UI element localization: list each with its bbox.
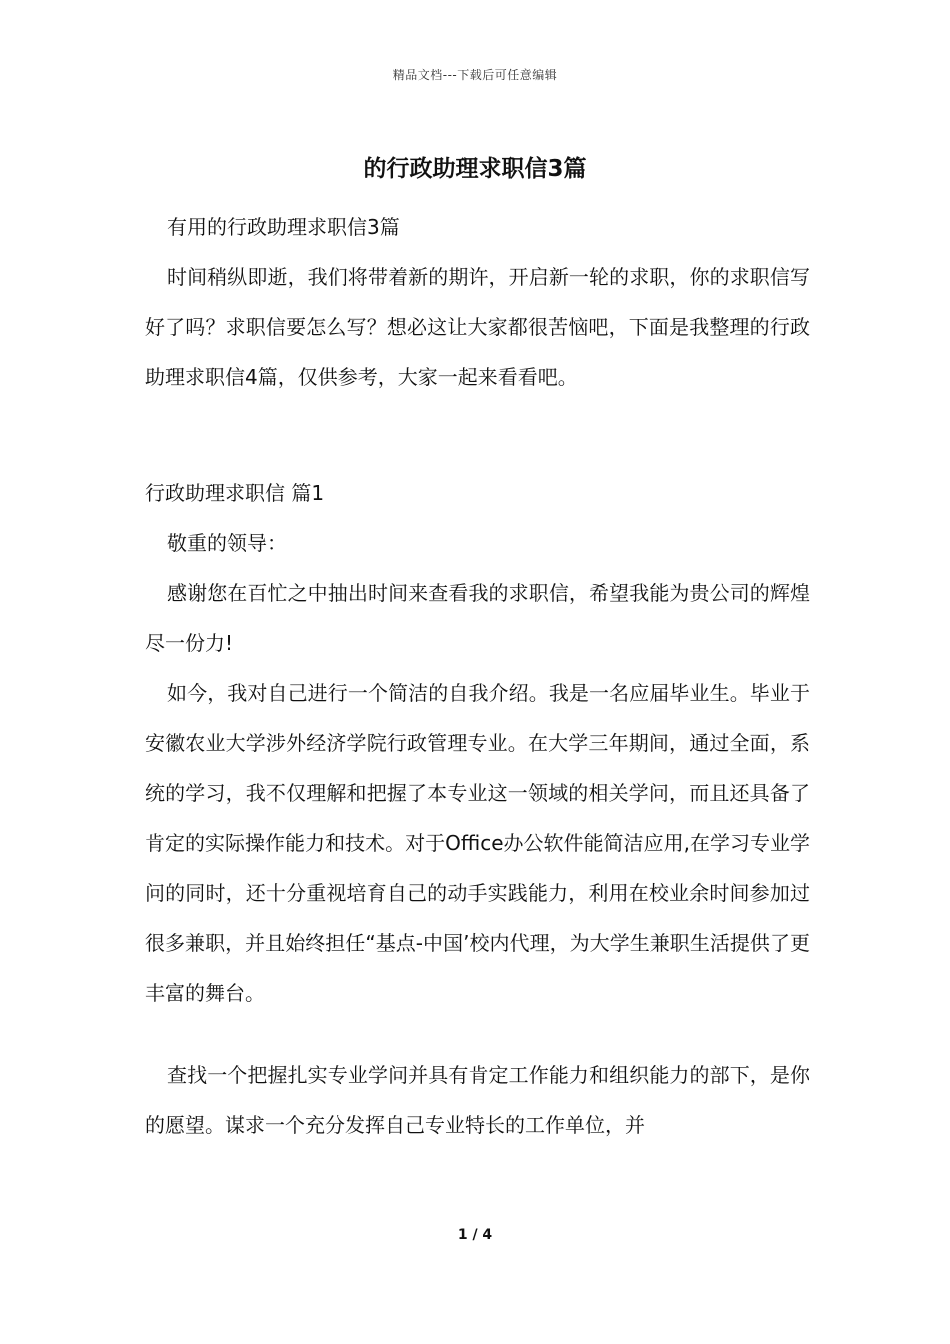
section-heading: 行政助理求职信 篇1 bbox=[145, 481, 325, 505]
body-paragraph-1: 感谢您在百忙之中抽出时间来查看我的求职信，希望我能为贵公司的辉煌尽一份力! bbox=[145, 581, 810, 655]
document-subtitle: 有用的行政助理求职信3篇 bbox=[167, 215, 400, 239]
body-paragraph-3: 查找一个把握扎实专业学问并具有肯定工作能力和组织能力的部下，是你的愿望。谋求一个充分发挥自己专业特长的工作单位，并 bbox=[145, 1063, 810, 1137]
paragraph-spacer bbox=[145, 1018, 810, 1050]
document-body bbox=[145, 202, 810, 1150]
body-paragraph-2: 如今，我对自己进行一个简洁的自我介绍。我是一名应届毕业生。毕业于安徽农业大学涉外经济学院行政管理专业。在大学三年期间，通过全面，系统的学习，我不仅理解和把握了本专业这一领域的相关学问，而且还具备了肯定的实际操作能力和技术。对于Office办公软件能简洁应用,在学习专业学问的同时，还十分重视培育自己的动手实践能力，利用在校业余时间参加过很多兼职，并且始终担任“基点-中国’校内代理，为大学生兼职生活提供了更丰富的舞台。 bbox=[145, 681, 810, 1005]
document-title: 的行政助理求职信3篇 bbox=[363, 156, 587, 182]
intro-paragraph: 时间稍纵即逝，我们将带着新的期许，开启新一轮的求职，你的求职信写好了吗？求职信要怎么写？想必这让大家都很苦恼吧，下面是我整理的行政助理求职信4篇，仅供参考，大家一起来看看吧。 bbox=[145, 265, 810, 389]
page-number: 1 / 4 bbox=[457, 1227, 493, 1243]
paragraph-spacer bbox=[145, 402, 810, 468]
page-header-note: 精品文档---下载后可任意编辑 bbox=[392, 68, 558, 82]
salutation: 敬重的领导： bbox=[167, 531, 287, 555]
